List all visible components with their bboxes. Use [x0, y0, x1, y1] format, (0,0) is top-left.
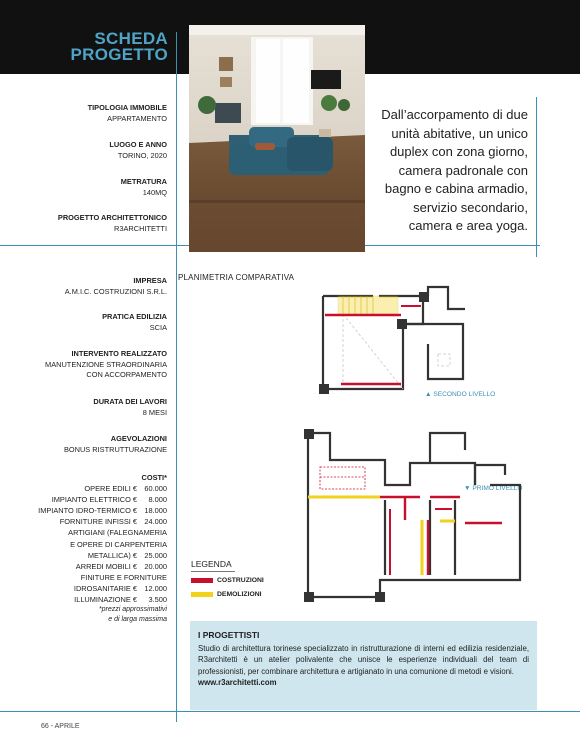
cost-name: IMPIANTO IDRO-TERMICO €: [38, 506, 137, 516]
designers-body: [198, 643, 529, 688]
spec-company: [65, 276, 167, 297]
spec-value: R3ARCHITETTI: [114, 223, 167, 233]
cost-amount: 12.000: [144, 583, 167, 593]
legend-title: LEGENDA: [191, 559, 232, 569]
spec-property-type: [88, 103, 167, 124]
footer-guide-line: [0, 711, 580, 712]
spec-location-year: [109, 140, 167, 161]
cost-amount: 3.500: [148, 595, 167, 605]
designers-website-link[interactable]: www.r3architetti.com: [198, 677, 277, 687]
costs-note-2: e di larga massima: [108, 616, 167, 624]
spec-label: TIPOLOGIA IMMOBILE: [87, 103, 167, 112]
legend-swatch-yellow: [191, 592, 213, 597]
quote-line: duplex con zona giorno,: [389, 144, 528, 159]
cost-row: [38, 550, 167, 561]
cost-row: [38, 483, 167, 494]
cost-name: FORNITURE INFISSI €: [59, 517, 137, 527]
legend-item-demolition: [191, 591, 262, 598]
legend-swatch-red: [191, 578, 213, 583]
costs-note: *prezzi approssimativi: [98, 606, 167, 614]
quote-line: bagno e cabina armadio,: [384, 181, 528, 196]
cost-amount: 8.000: [148, 495, 167, 505]
level-label-upper: ▲ SECONDO LIVELLO: [425, 391, 496, 398]
costs-label: COSTI*: [141, 473, 167, 482]
cost-amount: 24.000: [144, 517, 167, 527]
plan-title: PLANIMETRIA COMPARATIVA: [178, 273, 295, 282]
costs-block: [38, 472, 167, 625]
spec-label: DURATA DEI LAVORI: [93, 397, 167, 406]
cost-name: IDROSANITARIE €: [73, 583, 137, 593]
cost-row: [38, 494, 167, 505]
cost-amount: 20.000: [144, 561, 167, 571]
spec-label: METRATURA: [120, 177, 167, 186]
designers-title: I PROGETTISTI: [198, 630, 260, 640]
cost-amount: 60.000: [144, 484, 167, 494]
spec-value: APPARTAMENTO: [107, 113, 167, 123]
spec-label: AGEVOLAZIONI: [110, 434, 167, 443]
spec-duration: [93, 397, 167, 418]
spec-value: SCIA: [149, 322, 167, 332]
vertical-guide-line: [176, 32, 177, 722]
quote-line: camera e area yoga.: [408, 218, 528, 233]
cost-name: IMPIANTO ELETTRICO €: [51, 495, 137, 505]
title-line-1: SCHEDA: [94, 29, 168, 48]
cost-name: E OPERE DI CARPENTERIA: [70, 539, 167, 549]
spec-label: PROGETTO ARCHITETTONICO: [57, 213, 167, 222]
cost-row: [38, 583, 167, 594]
cost-row: [38, 527, 167, 538]
cost-name: ARREDI MOBILI €: [75, 561, 137, 571]
cost-name: OPERE EDILI €: [84, 484, 137, 494]
costs-list: [38, 483, 167, 605]
cost-row: [38, 594, 167, 605]
cost-name: METALLICA) €: [87, 550, 137, 560]
spec-value: TORINO, 2020: [117, 150, 167, 160]
cost-name: ARTIGIANI (FALEGNAMERIA: [68, 528, 167, 538]
living-room-photo: [189, 25, 365, 252]
quote-line: Dall’accorpamento di due: [381, 107, 528, 122]
spec-value: 140MQ: [142, 187, 167, 197]
cost-row: [38, 505, 167, 516]
spec-value: MANUTENZIONE STRAORDINARIA: [45, 359, 167, 369]
spec-incentives: [64, 434, 167, 455]
spec-permit: [102, 312, 167, 333]
page-footer: 66 - APRILE: [41, 723, 80, 730]
floor-plan-lower: [290, 425, 535, 610]
page-title: [40, 31, 168, 63]
legend-label: DEMOLIZIONI: [217, 591, 262, 598]
quote-line: unità abitative, un unico: [391, 125, 528, 141]
spec-area: [121, 177, 167, 198]
spec-architect: [58, 213, 167, 234]
designers-text: Studio di architettura torinese specializzato in ristrutturazione di interni ed edilizia residenziale, R3architetti è un atelier polivalente che unisce le esperienze individuali del team di professionisti, per combinare architettura e artigianato in una comunione di metodi e visioni.: [198, 644, 529, 676]
quote-guide-line: [536, 97, 537, 257]
cost-name: ILLUMINAZIONE €: [74, 595, 137, 605]
cost-row: [38, 516, 167, 527]
project-quote: [360, 106, 528, 236]
spec-label: IMPRESA: [133, 276, 167, 285]
spec-intervention: [45, 349, 167, 381]
spec-value: 8 MESI: [142, 407, 167, 417]
spec-value-2: CON ACCORPAMENTO: [86, 370, 167, 379]
title-line-2: PROGETTO: [70, 45, 168, 64]
spec-label: PRATICA EDILIZIA: [102, 312, 167, 321]
legend-label: COSTRUZIONI: [217, 577, 264, 584]
quote-line: servizio secondario,: [413, 199, 528, 215]
level-label-lower: ▼ PRIMO LIVELLO: [464, 485, 523, 492]
cost-row: [38, 561, 167, 572]
cost-row: [38, 539, 167, 550]
cost-amount: 18.000: [144, 506, 167, 516]
spec-value: BONUS RISTRUTTURAZIONE: [63, 444, 167, 454]
spec-label: LUOGO E ANNO: [109, 140, 167, 149]
legend-item-construction: [191, 577, 264, 584]
quote-line: camera padronale con: [398, 162, 528, 178]
horizontal-guide-line: [0, 245, 190, 246]
spec-label: INTERVENTO REALIZZATO: [71, 349, 167, 358]
horizontal-guide-line-right: [365, 245, 540, 246]
spec-value: A.M.I.C. COSTRUZIONI S.R.L.: [64, 286, 167, 296]
cost-row: [38, 572, 167, 583]
legend-rule: [191, 571, 235, 572]
cost-name: FINITURE E FORNITURE: [80, 572, 167, 582]
designers-box: [190, 621, 537, 710]
cost-amount: 25.000: [144, 550, 167, 560]
